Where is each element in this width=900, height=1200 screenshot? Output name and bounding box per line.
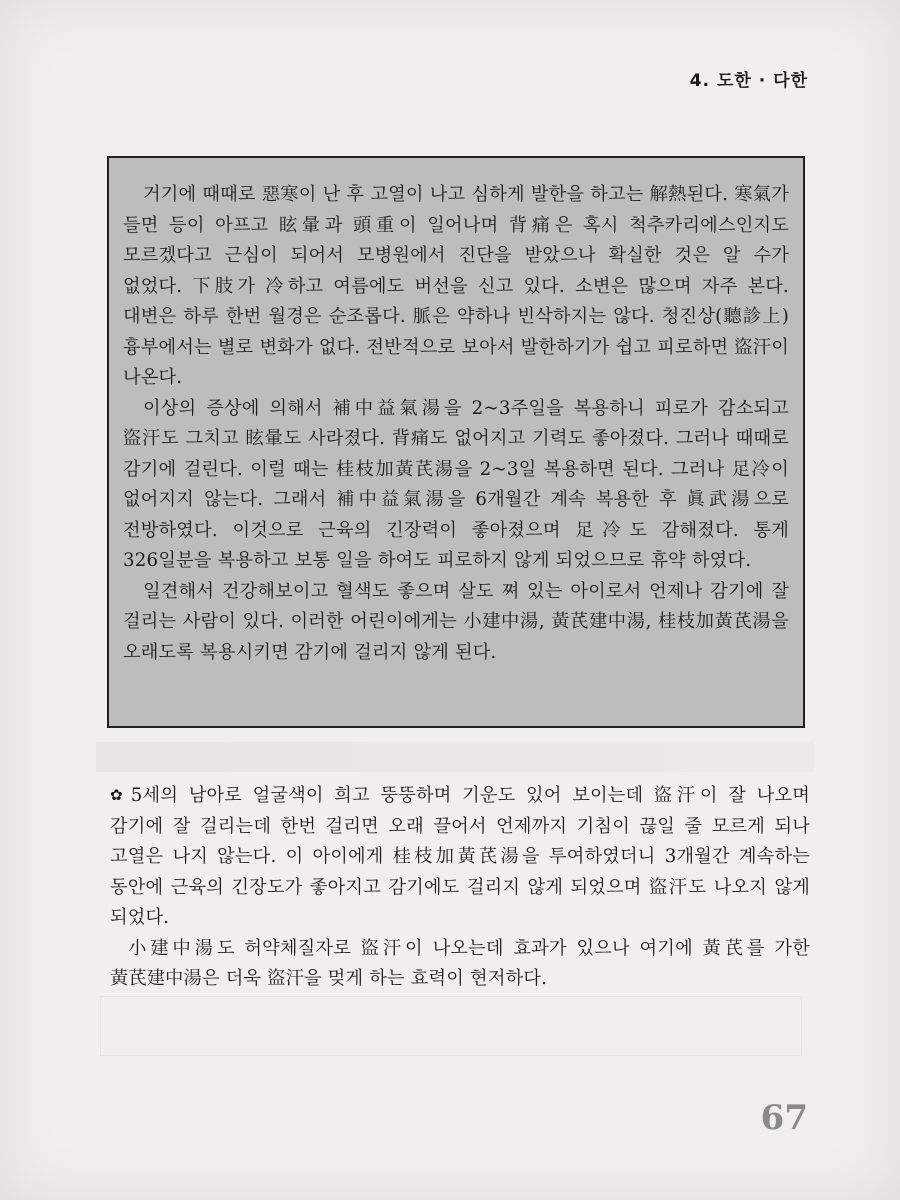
page-number: 67: [760, 1098, 808, 1138]
body-paragraph-2: 小建中湯도 허약체질자로 盜汗이 나오는데 효과가 있으나 여기에 黃芪를 가한 黃芪建中湯은 더욱 盜汗을 멎게 하는 효력이 현저하다.: [110, 937, 810, 989]
bleed-through-box: [100, 996, 802, 1056]
case-paragraph-1: 거기에 때때로 惡寒이 난 후 고열이 나고 심하게 발한을 하고는 解熱된다. 寒氣가 들면 등이 아프고 眩暈과 頭重이 일어나며 背痛은 혹시 척추카리에스인지도 모르겠다고 근심이 되어서 모병원에서 진단을 받았으나 확실한 것은 알 수가 없었다. 下肢가 冷하고 여름에도 버선을 신고 있다. 소변은 많으며 자주 본다. 대변은 하루 한번 월경은 순조롭다. 脈은 약하나 빈삭하지는 않다. 청진상(聽診上) 흉부에서는 별로 변화가 없다. 전반적으로 보아서 발한하기가 쉽고 피로하면 盜汗이 나온다.: [123, 184, 789, 388]
running-header: 4. 도한 · 다한: [689, 71, 808, 91]
body-text: [110, 780, 810, 995]
case-paragraph-3: 일견해서 건강해보이고 혈색도 좋으며 살도 쪄 있는 아이로서 언제나 감기에 잘 걸리는 사람이 있다. 이러한 어린이에게는 小建中湯, 黃芪建中湯, 桂枝加黃芪湯을 오래도록 복용시키면 감기에 걸리지 않게 된다.: [123, 580, 789, 663]
case-report-box: [107, 156, 805, 728]
body-paragraph-1: [110, 780, 810, 934]
bleed-through-band: [96, 742, 814, 772]
case-paragraph-2: 이상의 증상에 의해서 補中益氣湯을 2~3주일을 복용하니 피로가 감소되고 盜汗도 그치고 眩暈도 사라졌다. 背痛도 없어지고 기력도 좋아졌다. 그러나 때때로 감기에 걸린다. 이럴 때는 桂枝加黃芪湯을 2~3일 복용하면 된다. 그러나 足冷이 없어지지 않는다. 그래서 補中益氣湯을 6개월간 계속 복용한 후 眞武湯으로 전방하였다. 이것으로 근육의 긴장력이 좋아졌으며 足冷도 감해졌다. 통게 326일분을 복용하고 보통 일을 하여도 피로하지 않게 되었으므로 휴약 하였다.: [123, 397, 789, 571]
flower-icon: ✿: [110, 786, 123, 804]
body-paragraph-1-text: 5세의 남아로 얼굴색이 희고 뚱뚱하며 기운도 있어 보이는데 盜汗이 잘 나오며 감기에 잘 걸리는데 한번 걸리면 오래 끌어서 언제까지 기침이 끊일 줄 모르게 되나 고열은 나지 않는다. 이 아이에게 桂枝加黃芪湯을 투여하였더니 3개월간 계속하는 동안에 근육의 긴장도가 좋아지고 감기에도 걸리지 않게 되었으며 盜汗도 나오지 않게 되었다.: [110, 785, 810, 928]
